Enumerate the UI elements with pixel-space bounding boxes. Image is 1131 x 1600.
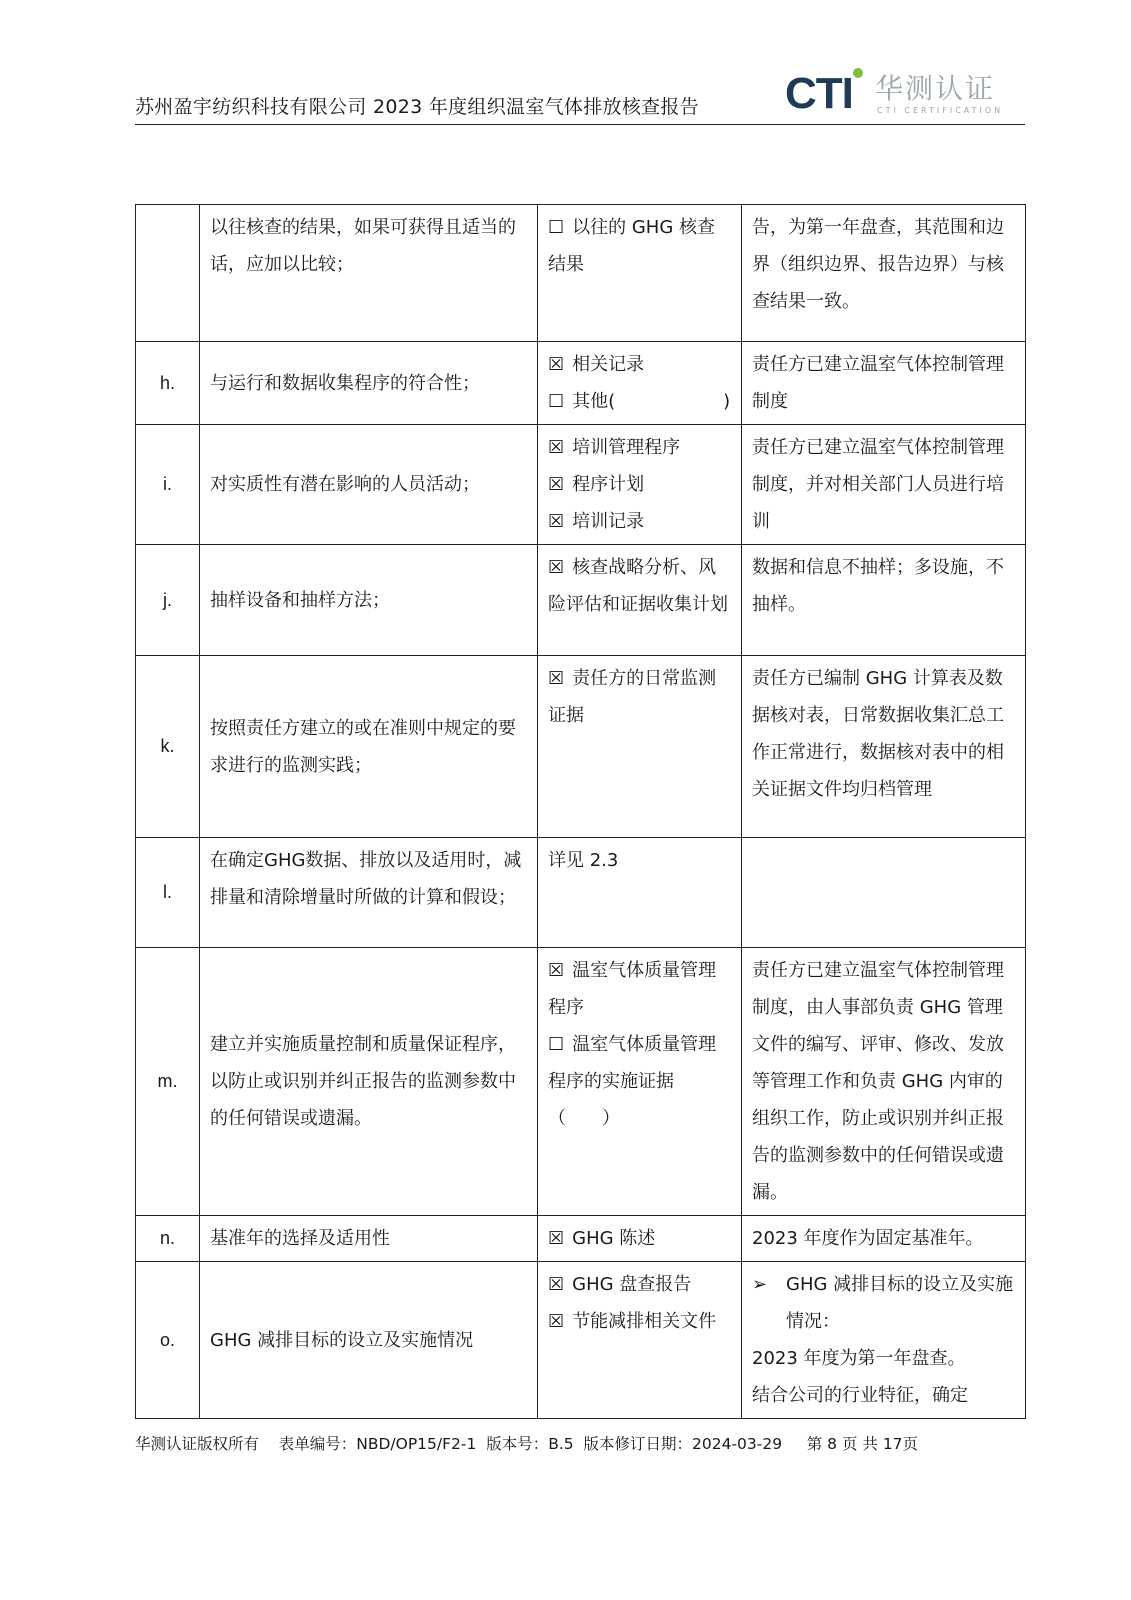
evidence-item — [548, 549, 731, 623]
footer-copyright: 华测认证版权所有 — [135, 1435, 260, 1453]
table-row — [136, 1216, 1026, 1262]
row-id: i. — [136, 425, 200, 545]
evidence-item — [548, 429, 731, 466]
evidence-item — [548, 1266, 731, 1303]
verification-item: 以往核查的结果，如果可获得且适当的话，应加以比较； — [200, 205, 538, 342]
verification-result: 责任方已建立温室气体控制管理制度，由人事部负责 GHG 管理文件的编写、评审、修改、发放等管理工作和负责 GHG 内审的组织工作，防止或识别并纠正报告的监测参数中的任何错误或遗漏。 — [742, 948, 1026, 1216]
row-id: j. — [136, 545, 200, 656]
evidence-label: 培训管理程序 — [572, 437, 681, 458]
table-row — [136, 205, 1026, 342]
checked-box-icon: ☒ — [548, 511, 565, 532]
logo-name-cn: 华测认证 — [875, 72, 996, 105]
verification-result — [742, 838, 1026, 948]
table-row — [136, 342, 1026, 425]
row-id: k. — [136, 656, 200, 838]
logo-dot-icon — [853, 68, 863, 78]
verification-item: 抽样设备和抽样方法； — [200, 545, 538, 656]
evidence-cell — [538, 656, 742, 838]
unchecked-box-icon: ☐ — [548, 217, 565, 238]
verification-item: 按照责任方建立的或在准则中规定的要求进行的监测实践； — [200, 656, 538, 838]
evidence-item — [548, 346, 731, 383]
footer-revision-date: 版本修订日期：2024-03-29 — [583, 1435, 783, 1453]
table-row — [136, 838, 1026, 948]
verification-result: 数据和信息不抽样；多设施，不抽样。 — [742, 545, 1026, 656]
footer-page-number: 第 8 页 共 17页 — [806, 1435, 919, 1453]
table-row — [136, 545, 1026, 656]
checked-box-icon: ☒ — [548, 960, 565, 981]
header-divider — [135, 124, 1025, 125]
row-id: n. — [136, 1216, 200, 1262]
page-footer — [135, 1432, 918, 1454]
evidence-item — [548, 1026, 731, 1100]
table-row — [136, 1262, 1026, 1419]
result-bullet-text: GHG 减排目标的设立及实施情况： — [786, 1274, 1014, 1332]
evidence-item — [548, 209, 731, 283]
verification-result — [742, 1262, 1026, 1419]
evidence-label: 相关记录 — [572, 354, 645, 375]
evidence-cell — [538, 205, 742, 342]
row-id — [136, 205, 200, 342]
checked-box-icon: ☒ — [548, 354, 565, 375]
checked-box-icon: ☒ — [548, 474, 565, 495]
evidence-item — [548, 1220, 731, 1257]
evidence-label: 以往的 GHG 核查结果 — [548, 217, 716, 275]
row-id: m. — [136, 948, 200, 1216]
table-row — [136, 948, 1026, 1216]
verification-item: 与运行和数据收集程序的符合性； — [200, 342, 538, 425]
evidence-label: GHG 盘查报告 — [572, 1274, 692, 1295]
evidence-cell — [538, 545, 742, 656]
report-title: 苏州盈宇纺织科技有限公司 2023 年度组织温室气体排放核查报告 — [135, 96, 700, 118]
evidence-extra: （ ） — [548, 1108, 620, 1129]
checked-box-icon: ☒ — [548, 1274, 565, 1295]
checked-box-icon: ☒ — [548, 437, 565, 458]
evidence-label: 培训记录 — [572, 511, 645, 532]
evidence-item — [548, 466, 731, 503]
evidence-item — [548, 383, 731, 420]
page-header — [135, 62, 1025, 126]
table-body — [136, 205, 1026, 1419]
verification-result: 告，为第一年盘查，其范围和边界（组织边界、报告边界）与核查结果一致。 — [742, 205, 1026, 342]
footer-form-no: 表单编号：NBD/OP15/F2-1 — [278, 1435, 477, 1453]
evidence-item — [548, 660, 731, 734]
unchecked-box-icon: ☐ — [548, 391, 565, 412]
unchecked-box-icon: ☐ — [548, 1034, 565, 1055]
evidence-reference: 详见 2.3 — [548, 850, 619, 871]
result-line: 结合公司的行业特征，确定 — [752, 1385, 968, 1406]
verification-item: 基准年的选择及适用性 — [200, 1216, 538, 1262]
evidence-cell — [538, 1262, 742, 1419]
result-bullet — [752, 1266, 1015, 1340]
checked-box-icon: ☒ — [548, 1228, 565, 1249]
evidence-label: 其他( ) — [572, 391, 731, 412]
result-line: 2023 年度为第一年盘查。 — [752, 1348, 966, 1369]
verification-item: 对实质性有潜在影响的人员活动； — [200, 425, 538, 545]
evidence-label: 核查战略分析、风险评估和证据收集计划 — [548, 557, 728, 615]
evidence-cell — [538, 1216, 742, 1262]
checked-box-icon: ☒ — [548, 557, 565, 578]
evidence-cell — [538, 838, 742, 948]
evidence-label: GHG 陈述 — [572, 1228, 656, 1249]
evidence-item — [548, 1303, 731, 1340]
checked-box-icon: ☒ — [548, 668, 565, 689]
evidence-cell — [538, 948, 742, 1216]
evidence-cell — [538, 342, 742, 425]
checked-box-icon: ☒ — [548, 1311, 565, 1332]
evidence-label: 节能减排相关文件 — [572, 1311, 717, 1332]
verification-result: 责任方已建立温室气体控制管理制度，并对相关部门人员进行培训 — [742, 425, 1026, 545]
cti-logo — [785, 62, 1025, 118]
verification-result: 责任方已编制 GHG 计算表及数据核对表，日常数据收集汇总工作正常进行，数据核对表中的相关证据文件均归档管理 — [742, 656, 1026, 838]
verification-item: 建立并实施质量控制和质量保证程序，以防止或识别并纠正报告的监测参数中的任何错误或遗漏。 — [200, 948, 538, 1216]
row-id: h. — [136, 342, 200, 425]
evidence-label: 温室气体质量管理程序的实施证据 — [548, 1034, 717, 1092]
verification-result: 2023 年度作为固定基准年。 — [742, 1216, 1026, 1262]
logo-name-en: CTI CERTIFICATION — [877, 106, 1004, 115]
row-id: o. — [136, 1262, 200, 1419]
logo-mark: CTI — [785, 69, 853, 118]
evidence-item — [548, 503, 731, 540]
verification-item: GHG 减排目标的设立及实施情况 — [200, 1262, 538, 1419]
evidence-item — [548, 952, 731, 1026]
evidence-label: 温室气体质量管理程序 — [548, 960, 717, 1018]
footer-version: 版本号：B.5 — [486, 1435, 574, 1453]
arrow-bullet-icon: ➢ — [752, 1274, 768, 1295]
verification-table — [135, 204, 1026, 1419]
table-row — [136, 656, 1026, 838]
evidence-cell — [538, 425, 742, 545]
evidence-label: 责任方的日常监测证据 — [548, 668, 717, 726]
verification-result: 责任方已建立温室气体控制管理制度 — [742, 342, 1026, 425]
table-row — [136, 425, 1026, 545]
verification-item: 在确定GHG数据、排放以及适用时，减排量和清除增量时所做的计算和假设； — [200, 838, 538, 948]
evidence-label: 程序计划 — [572, 474, 645, 495]
row-id: l. — [136, 838, 200, 948]
